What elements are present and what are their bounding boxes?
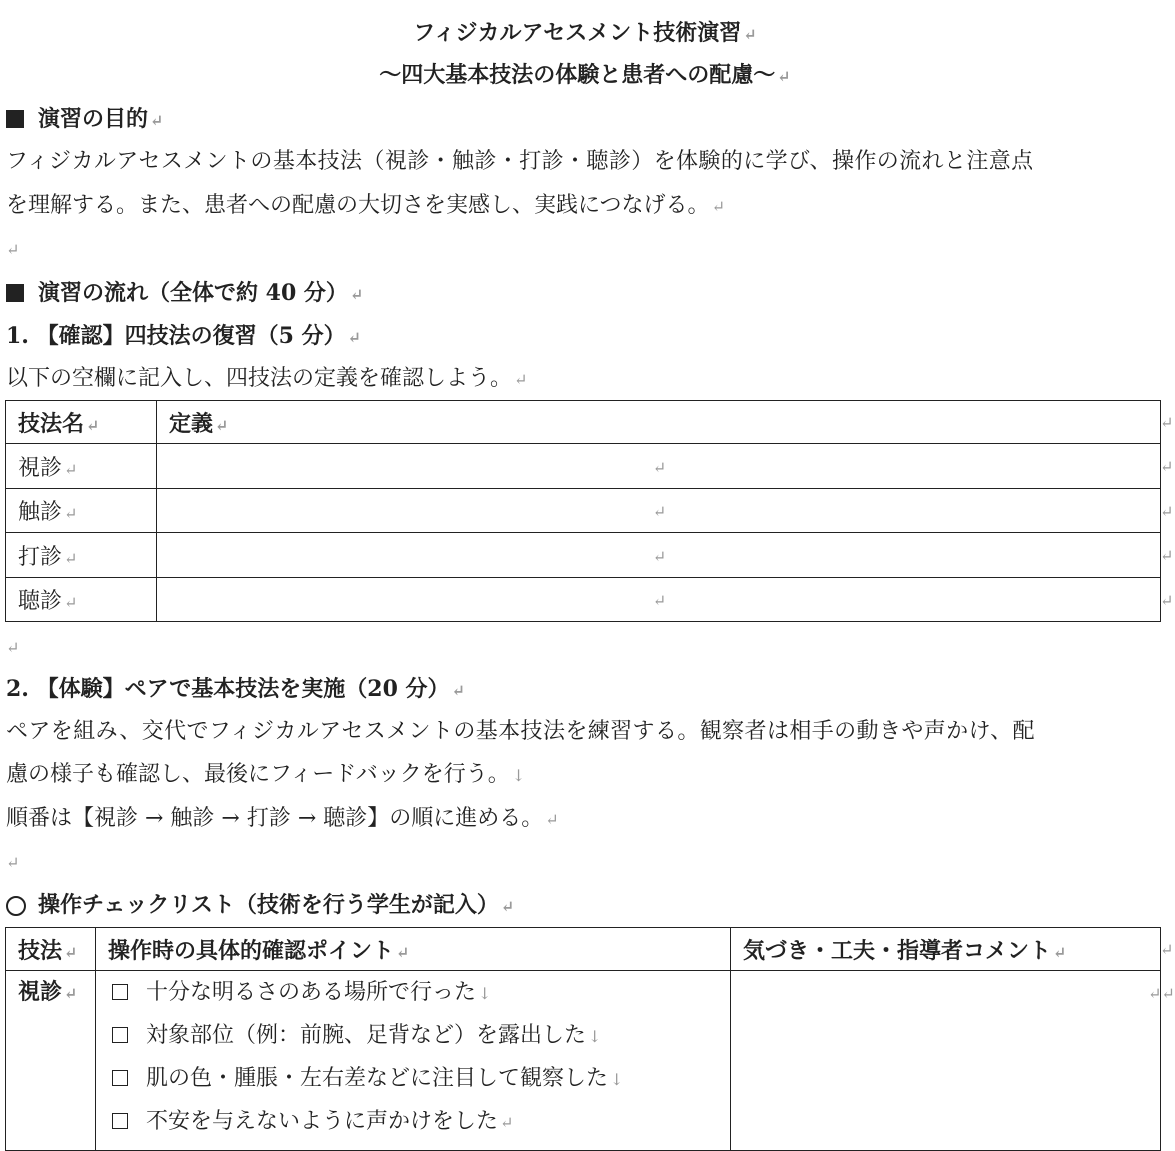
step2-heading: 2. 【体験】ペアで基本技法を実施（20 分） ↵ [6, 676, 465, 702]
row-end-mark: ↵ [1160, 413, 1174, 432]
header-technique: 技法 ↵ [6, 928, 96, 971]
empty-paragraph: ↵ [6, 638, 20, 657]
comment-cell[interactable] [731, 971, 1161, 1151]
circle-icon [6, 896, 26, 916]
table-header-row [6, 928, 1161, 971]
checklist-item[interactable]: 不安を与えないように声かけをした ↵ [112, 1100, 730, 1143]
table-row [6, 489, 1161, 533]
header-points: 操作時の具体的確認ポイント ↵ [96, 928, 731, 971]
step2-text-line1: ペアを組み、交代でフィジカルアセスメントの基本技法を練習する。観察者は相手の動きや声かけ、配 [6, 719, 1035, 744]
header-comment: 気づき・工夫・指導者コメント ↵ [731, 928, 1161, 971]
step2-text-line2: 慮の様子も確認し、最後にフィードバックを行う。 ↓ [6, 762, 526, 787]
row-end-mark: ↵ [1160, 591, 1174, 610]
checkbox-icon[interactable] [112, 1027, 128, 1043]
definition-input-cell[interactable]: ↵ [157, 444, 1161, 489]
checklist-item[interactable]: 対象部位（例：前腕、足背など）を露出した ↓ [112, 1014, 730, 1057]
checklist-heading: 操作チェックリスト（技術を行う学生が記入） ↵ [6, 890, 514, 922]
purpose-heading: 演習の目的 ↵ [6, 104, 163, 136]
row-end-mark: ↵ [1160, 546, 1174, 565]
table-row [6, 444, 1161, 489]
header-definition: 定義 ↵ [157, 401, 1161, 444]
table-header-row [6, 401, 1161, 444]
row-end-mark: ↵ [1160, 457, 1174, 476]
checklist-item[interactable]: 十分な明るさのある場所で行った ↓ [112, 971, 730, 1014]
black-square-icon [6, 284, 24, 302]
table-row [6, 971, 1161, 1151]
definition-input-cell[interactable]: ↵ [157, 578, 1161, 622]
step2-order: 順番は【視診 → 触診 → 打診 → 聴診】の順に進める。 ↵ [6, 806, 559, 831]
purpose-text-line1: フィジカルアセスメントの基本技法（視診・触診・打診・聴診）を体験的に学び、操作の流れと注意点 [6, 149, 1034, 174]
header-technique: 技法名 ↵ [6, 401, 157, 444]
empty-paragraph: ↵ [6, 240, 20, 259]
empty-paragraph: ↵ [6, 853, 20, 872]
technique-name-cell: 聴診 ↵ [6, 578, 157, 622]
definition-input-cell[interactable]: ↵ [157, 489, 1161, 533]
step1-heading: 1. 【確認】四技法の復習（5 分） ↵ [6, 323, 362, 349]
checklist-table [5, 927, 1161, 1151]
document-subtitle: 〜四大基本技法の体験と患者への配慮〜 ↵ [379, 62, 791, 88]
document-title: フィジカルアセスメント技術演習 ↵ [413, 20, 757, 46]
black-square-icon [6, 110, 24, 128]
definition-input-cell[interactable]: ↵ [157, 533, 1161, 578]
technique-cell: 視診 ↵ [6, 971, 96, 1151]
step1-instruction: 以下の空欄に記入し、四技法の定義を確認しよう。 ↵ [6, 366, 528, 391]
definition-table [5, 400, 1161, 622]
technique-name-cell: 触診 ↵ [6, 489, 157, 533]
checklist-item[interactable]: 肌の色・腫脹・左右差などに注目して観察した ↓ [112, 1057, 730, 1100]
points-cell [96, 971, 731, 1151]
checkbox-icon[interactable] [112, 1113, 128, 1129]
technique-name-cell: 視診 ↵ [6, 444, 157, 489]
table-row [6, 578, 1161, 622]
checkbox-icon[interactable] [112, 984, 128, 1000]
purpose-text-line2: を理解する。また、患者への配慮の大切さを実感し、実践につなげる。 ↵ [6, 193, 725, 218]
row-end-mark: ↵↵ [1148, 984, 1175, 1003]
table-row [6, 533, 1161, 578]
row-end-mark: ↵ [1160, 502, 1174, 521]
flow-heading: 演習の流れ（全体で約 40 分） ↵ [6, 278, 363, 310]
row-end-mark: ↵ [1160, 940, 1174, 959]
checkbox-icon[interactable] [112, 1070, 128, 1086]
technique-name-cell: 打診 ↵ [6, 533, 157, 578]
